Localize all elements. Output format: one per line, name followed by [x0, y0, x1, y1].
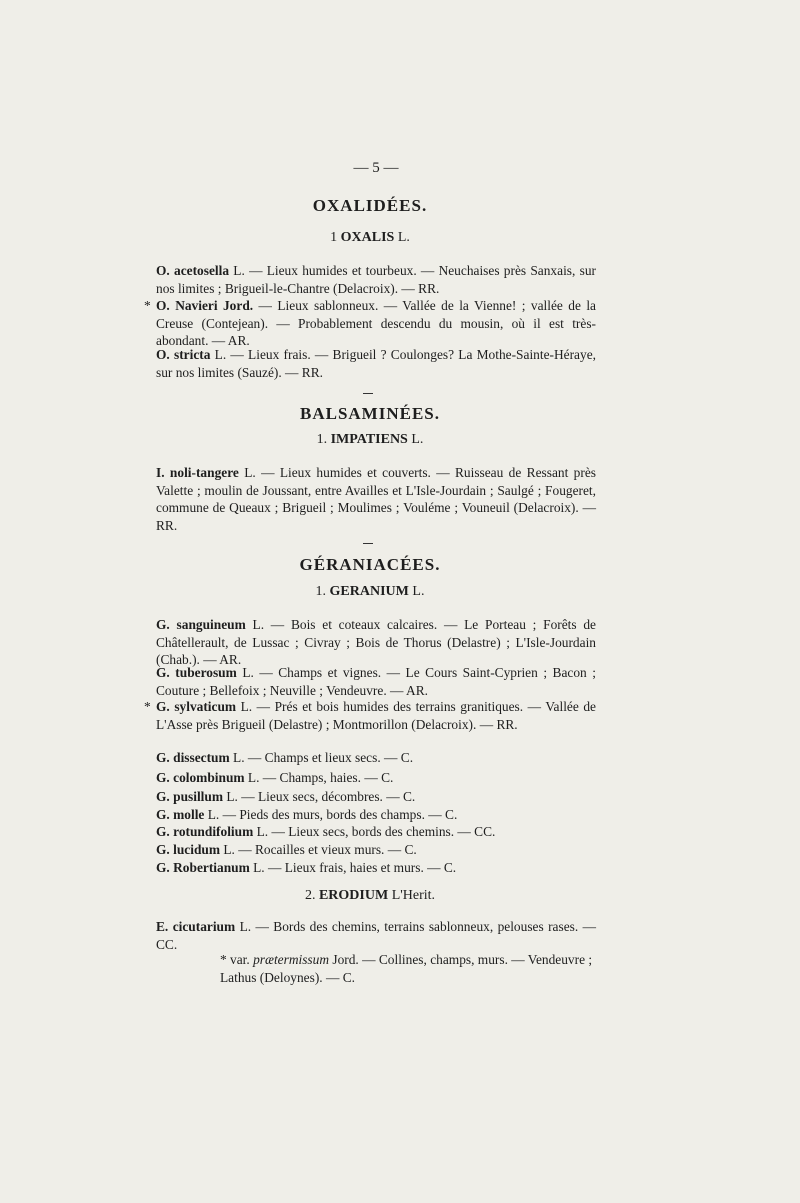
species-entry: E. cicutarium L. — Bords des chemins, terrains sablonneux, pelouses rases. — CC.	[156, 919, 596, 952]
species-entry: O. stricta L. — Lieux frais. — Brigueil ? Coulonges? La Mothe-Sainte-Héraye, sur nos limites (Sauzé). — RR.	[156, 347, 596, 380]
separator	[363, 393, 373, 394]
species-entry: * G. sylvaticum L. — Prés et bois humides des terrains granitiques. — Vallée de L'Asse près Brigueil (Delastre) ; Montmorillon (Delacroix). — RR.	[144, 699, 596, 732]
species-entry: G. rotundifolium L. — Lieux secs, bords des chemins. — CC.	[156, 824, 496, 839]
species-entry: G. tuberosum L. — Champs et vignes. — Le Cours Saint-Cyprien ; Bacon ; Couture ; Bellefoix ; Neuville ; Vendeuvre. — AR.	[156, 665, 596, 698]
family-title: BALSAMINÉES.	[299, 404, 440, 423]
variety-entry: * var. prætermissum Jord. — Collines, champs, murs. — Vendeuvre ; Lathus (Deloynes). — C.	[220, 952, 593, 985]
genus-heading: 1 OXALIS L.	[330, 230, 410, 245]
species-entry: I. noli-tangere L. — Lieux humides et couverts. — Ruisseau de Ressant près Valette ; moulin de Joussant, entre Availles et L'Isle-Jourdain ; Saulgé ; Fougeret, commune de Queaux ; Brigueil ; Moulimes ; Vouléme ; Vouneuil (Delacroix). — RR.	[156, 465, 596, 533]
species-entry: * O. Navieri Jord. — Lieux sablonneux. — Vallée de la Vienne! ; vallée de la Creuse (Contejean). — Probablement descendu du mousin, où il est très-abondant. — AR.	[144, 298, 596, 348]
species-entry: G. Robertianum L. — Lieux frais, haies et murs. — C.	[156, 860, 457, 875]
genus-heading: 1. IMPATIENS L.	[316, 432, 424, 447]
genus-heading: 1. GERANIUM L.	[315, 584, 425, 599]
species-entry: G. dissectum L. — Champs et lieux secs. — C.	[156, 750, 414, 765]
family-title: OXALIDÉES.	[312, 196, 428, 215]
species-entry: G. pusillum L. — Lieux secs, décombres. — C.	[156, 789, 416, 804]
species-entry: G. lucidum L. — Rocailles et vieux murs. — C.	[156, 842, 417, 857]
species-entry: G. colombinum L. — Champs, haies. — C.	[156, 770, 394, 785]
genus-heading: 2. ERODIUM L'Herit.	[304, 888, 436, 903]
species-entry: G. sanguineum L. — Bois et coteaux calcaires. — Le Porteau ; Forêts de Châtellerault, de Lussac ; Civray ; Bois de Thorus (Delastre) ; L'Isle-Jourdain (Chab.). — AR.	[156, 617, 597, 667]
family-title: GÉRANIACÉES.	[299, 555, 441, 574]
page-number: — 5 —	[353, 160, 399, 176]
species-entry: G. molle L. — Pieds des murs, bords des champs. — C.	[156, 807, 458, 822]
separator	[363, 543, 373, 544]
species-entry: O. acetosella L. — Lieux humides et tourbeux. — Neuchaises près Sanxais, sur nos limites ; Brigueil-le-Chantre (Delacroix). — RR.	[156, 263, 596, 296]
